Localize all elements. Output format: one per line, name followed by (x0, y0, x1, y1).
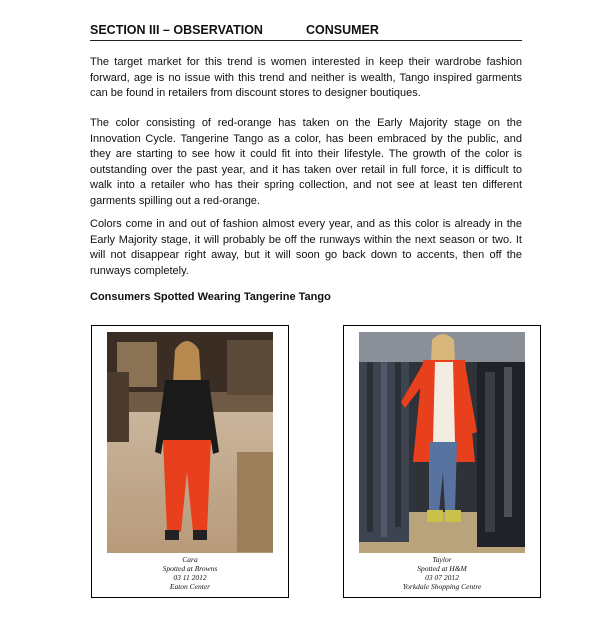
paragraph-target-market: The target market for this trend is women interested in keep their wardrobe fashion forward, age is no issue with this trend and neither is wealth, Tango inspired garments can be found in retailers from discount stores to designer boutiques. (90, 56, 522, 100)
photo-taylor (359, 332, 525, 553)
caption-name: Taylor (432, 555, 452, 564)
caption-place: Eaton Center (169, 582, 211, 591)
section-topic: CONSUMER (306, 23, 379, 37)
caption-date: 03 07 2012 (425, 573, 459, 582)
section-header (90, 22, 522, 41)
photo-cara-image (107, 332, 273, 553)
consumers-subheading: Consumers Spotted Wearing Tangerine Tango (90, 291, 331, 303)
caption-taylor (344, 555, 540, 591)
caption-place: Yorkdale Shopping Centre (402, 582, 482, 591)
caption-spotted: Spotted at H&M (417, 564, 467, 573)
caption-date: 03 11 2012 (173, 573, 207, 582)
section-title: SECTION III – OBSERVATION (90, 23, 263, 37)
paragraph-innovation-cycle: The color consisting of red-orange has taken on the Early Majority stage on the Innovation Cycle. Tangerine Tango as a color, has been embraced by the public, and they are starting to see how it could fit into their lifestyle. The growth of the color is outstanding over the past year, and it has taken over retail in full force, it is difficult to walk into a retailer who has their spring collection, and not see at least ten different garments spilling out a red-orange. (90, 117, 522, 207)
caption-spotted: Spotted at Browns (162, 564, 218, 573)
caption-name: Cara (182, 555, 198, 564)
photo-taylor-image (359, 332, 525, 553)
paragraph-fashion-cycle: Colors come in and out of fashion almost every year, and as this color is already in the Early Majority stage, it will probably be off the runways within the next season or two. It will not disappear right away, but it will soon go back down to accents, then off the runways completely. (90, 218, 522, 277)
photo-frame-cara (91, 325, 289, 598)
photo-cara (107, 332, 273, 553)
caption-cara (92, 555, 288, 591)
photo-frame-taylor (343, 325, 541, 598)
